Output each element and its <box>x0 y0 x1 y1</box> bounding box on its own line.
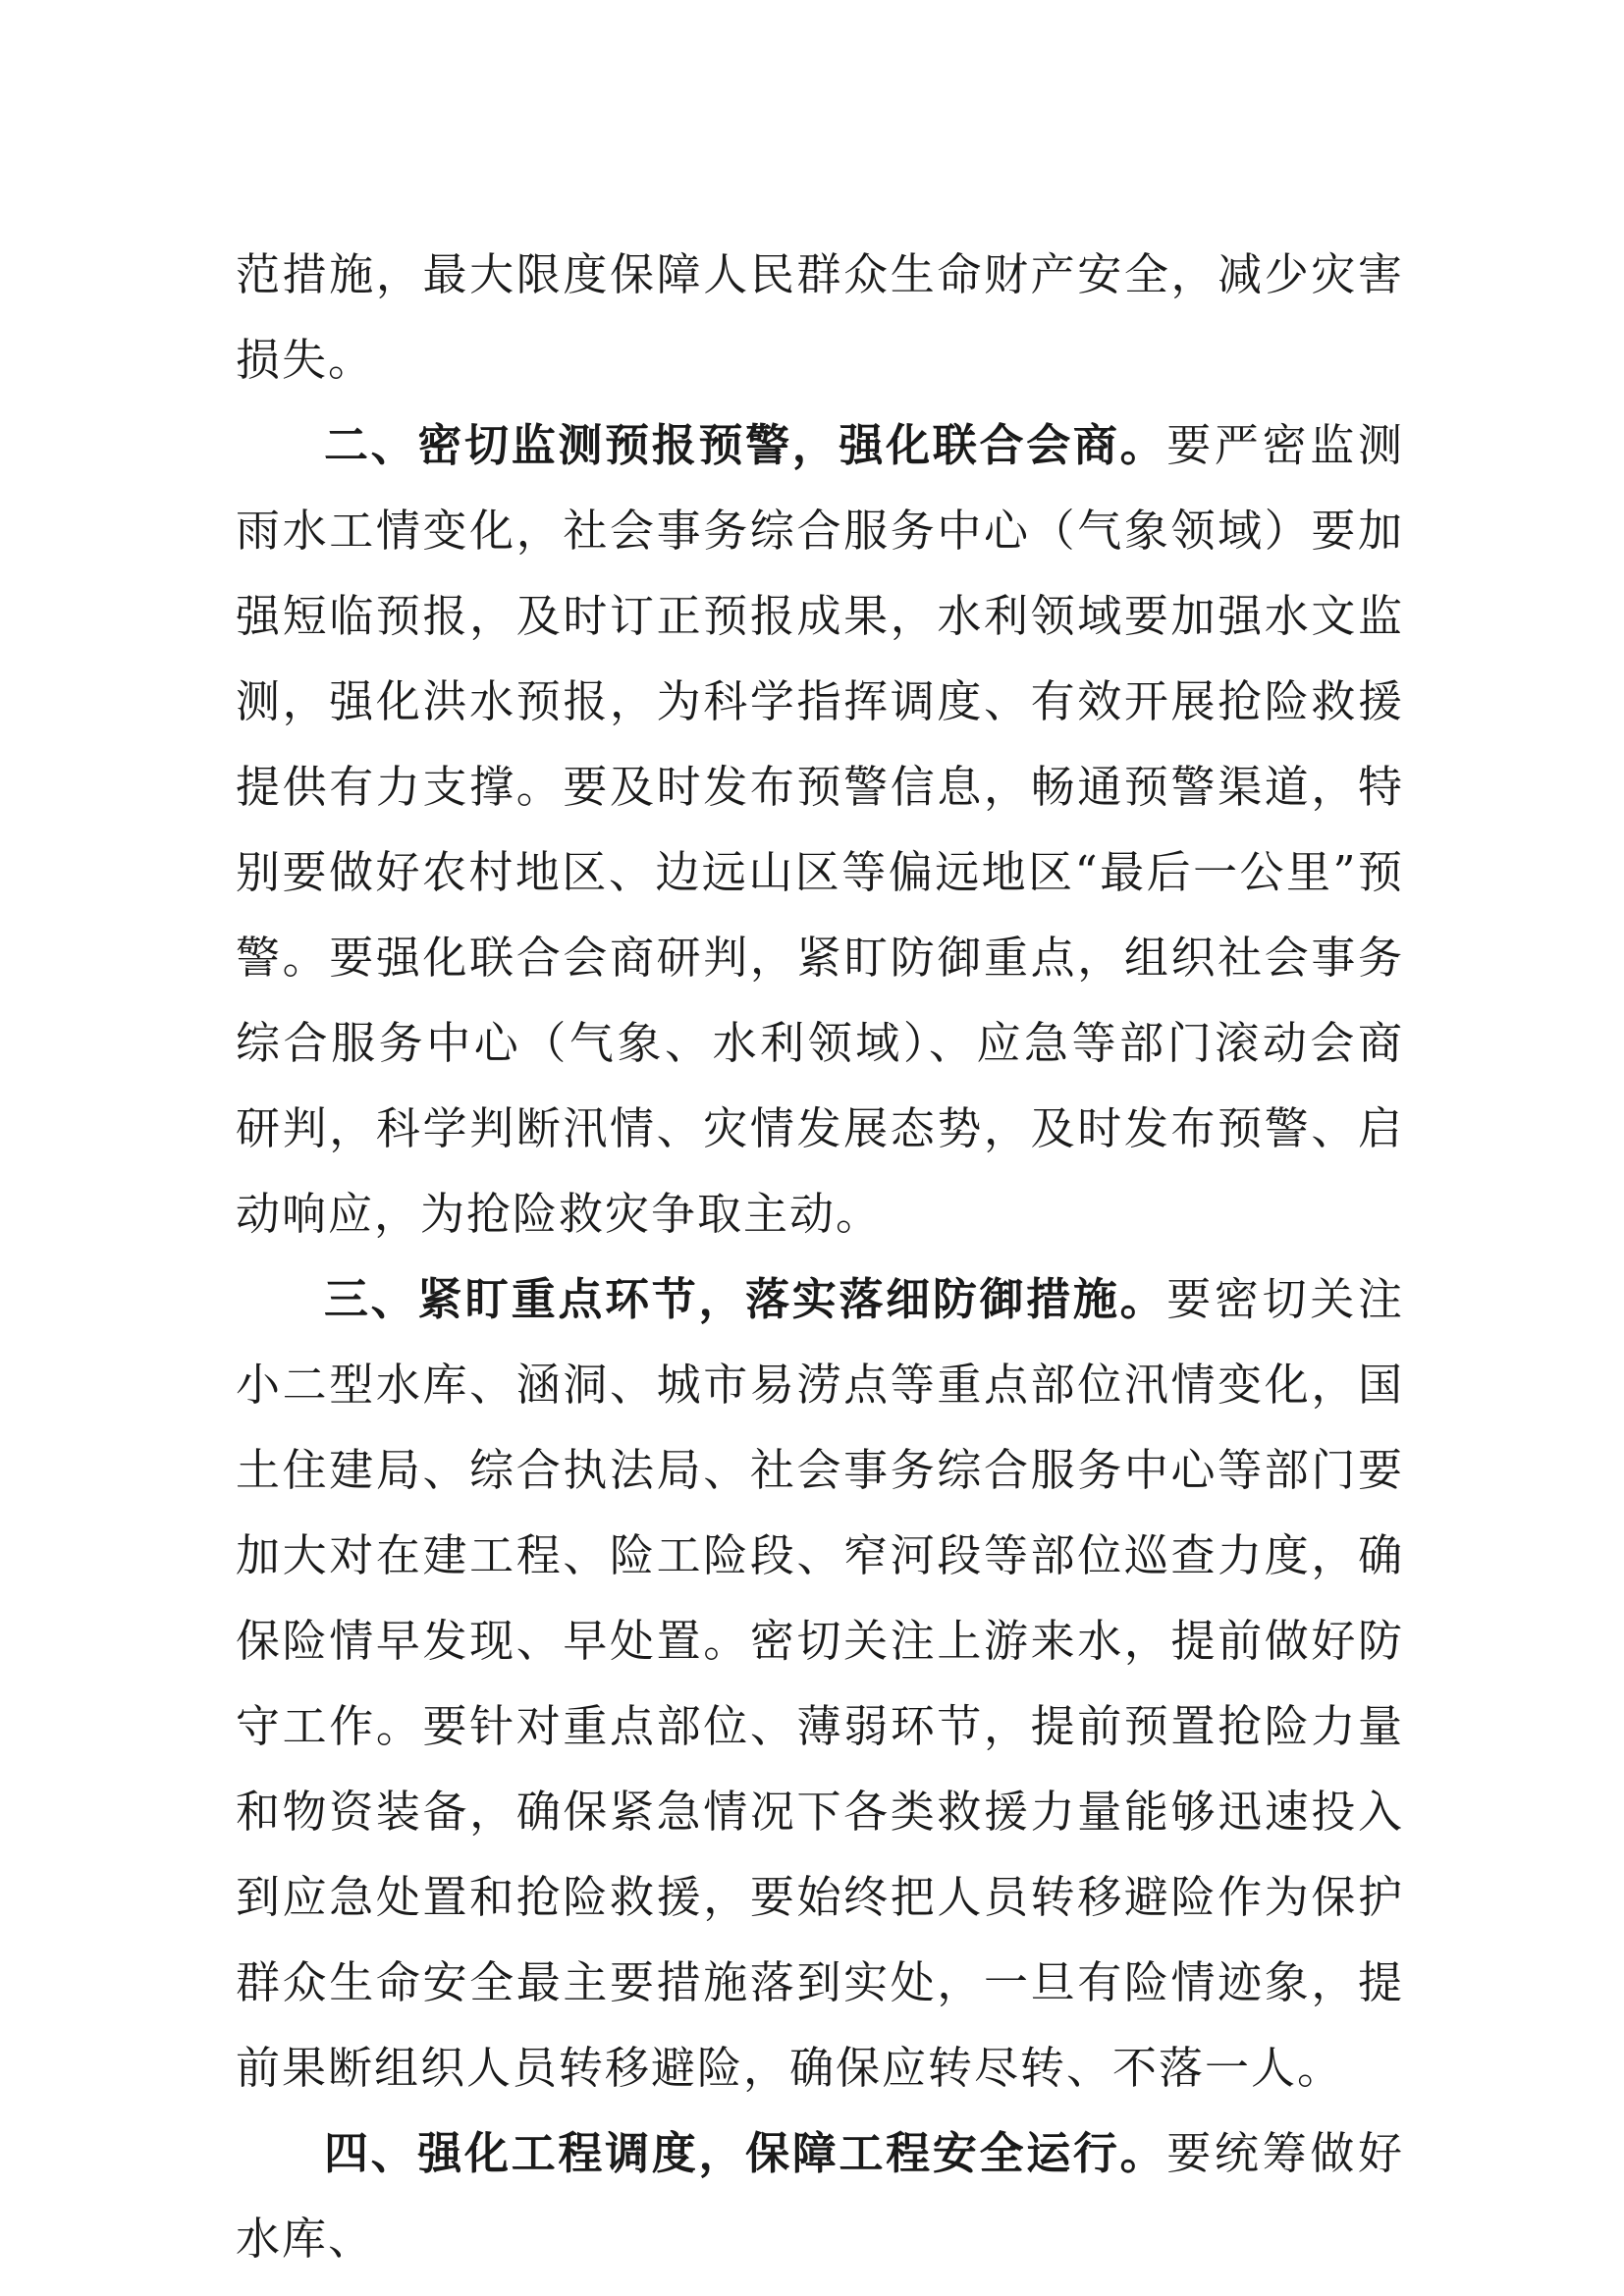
paragraph-section-2 <box>236 402 1404 1256</box>
paragraph-body-text: 要严密监测雨水工情变化，社会事务综合服务中心（气象领域）要加强短临预报，及时订正预报成果，水利领域要加强水文监测，强化洪水预报，为科学指挥调度、有效开展抢险救援提供有力支撑。要及时发布预警信息，畅通预警渠道，特别要做好农村地区、边远山区等偏远地区“最后一公里”预警。要强化联合会商研判，紧盯防御重点，组织社会事务综合服务中心（气象、水利领域）、应急等部门滚动会商研判，科学判断汛情、灾情发展态势，及时发布预警、启动响应，为抢险救灾争取主动。 <box>236 419 1404 1240</box>
paragraph-body-text: 范措施，最大限度保障人民群众生命财产安全，减少灾害损失。 <box>236 248 1404 386</box>
section-heading-key-links: 三、紧盯重点环节，落实落细防御措施。 <box>324 1273 1167 1325</box>
document-body <box>236 232 1404 2281</box>
section-heading-engineering: 四、强化工程调度，保障工程安全运行。 <box>324 2127 1167 2179</box>
paragraph-body-text: 要统筹做好水库、 <box>236 2127 1404 2265</box>
section-heading-monitoring: 二、密切监测预报预警，强化联合会商。 <box>324 419 1167 471</box>
paragraph-section-4 <box>236 2110 1404 2281</box>
paragraph-continuation <box>236 232 1404 402</box>
paragraph-body-text: 要密切关注小二型水库、涵洞、城市易涝点等重点部位汛情变化，国土住建局、综合执法局、社会事务综合服务中心等部门要加大对在建工程、险工险段、窄河段等部位巡查力度，确保险情早发现、早处置。密切关注上游来水，提前做好防守工作。要针对重点部位、薄弱环节，提前预置抢险力量和物资装备，确保紧急情况下各类救援力量能够迅速投入到应急处置和抢险救援，要始终把人员转移避险作为保护群众生命安全最主要措施落到实处，一旦有险情迹象，提前果断组织人员转移避险，确保应转尽转、不落一人。 <box>236 1273 1404 2094</box>
paragraph-section-3 <box>236 1256 1404 2110</box>
